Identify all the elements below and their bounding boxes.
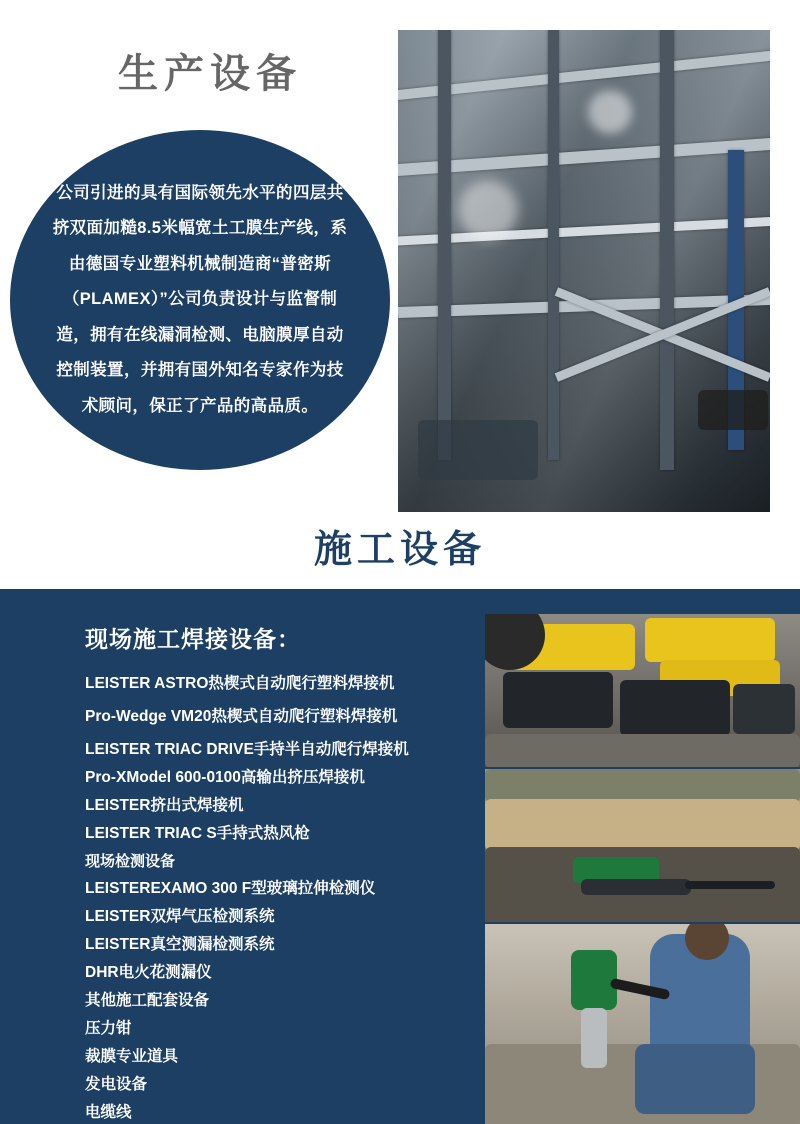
photo-welder-unit <box>645 618 775 662</box>
photo-light-glare <box>458 180 518 240</box>
field-welding-photo <box>485 769 800 922</box>
worker-extrusion-welder-photo <box>485 924 800 1124</box>
equipment-list-title: 现场施工焊接设备： <box>85 626 301 652</box>
photo-machinery <box>418 420 538 480</box>
list-item: LEISTER真空测漏检测系统 <box>85 936 275 954</box>
photo-worker-legs <box>635 1044 755 1114</box>
list-item: LEISTER TRIAC DRIVE手持半自动爬行焊接机 <box>85 741 409 759</box>
list-item: 压力钳 <box>85 1020 132 1038</box>
photo-ground <box>485 734 800 767</box>
photo-case <box>503 672 613 728</box>
list-item: LEISTER双焊气压检测系统 <box>85 908 275 926</box>
equipment-list <box>85 621 475 1124</box>
production-paragraph: 公司引进的具有国际领先水平的四层共挤双面加糙8.5米幅宽土工膜生产线，系由德国专业塑料机械制造商“普密斯（PLAMEX）”公司负责设计与监督制造，拥有在线漏洞检测、电脑膜厚自动控制装置，并拥有国外知名专家作为技术顾问，保正了产品的高品质。 <box>52 183 348 415</box>
photo-sand <box>485 799 800 851</box>
list-item: 电缆线 <box>85 1104 132 1122</box>
list-item: LEISTEREXAMO 300 F型玻璃拉伸检测仪 <box>85 880 376 898</box>
photo-extrusion-welder <box>571 950 617 1010</box>
photo-column <box>548 30 559 460</box>
list-item: Pro-XModel 600-0100高输出挤压焊接机 <box>85 769 365 787</box>
list-item: Pro-Wedge VM20热楔式自动爬行塑料焊接机 <box>85 708 398 726</box>
list-item: DHR电火花测漏仪 <box>85 964 212 982</box>
factory-interior-photo <box>398 30 770 512</box>
list-item: LEISTER TRIAC S手持式热风枪 <box>85 825 310 843</box>
photo-column <box>660 30 674 470</box>
photo-column <box>438 30 451 460</box>
photo-case <box>733 684 795 734</box>
list-item: 裁膜专业道具 <box>85 1048 179 1066</box>
list-item: 现场检测设备 <box>85 853 176 871</box>
photo-welder-nozzle <box>581 1008 607 1068</box>
list-item: LEISTER ASTRO热楔式自动爬行塑料焊接机 <box>85 675 395 692</box>
photo-welder-base <box>581 879 691 895</box>
photo-light-glare <box>588 90 632 134</box>
production-text-column <box>0 0 398 512</box>
construction-title: 施工设备 <box>313 529 486 571</box>
welding-machines-photo <box>485 614 800 767</box>
photo-horizon <box>485 769 800 803</box>
list-item: 发电设备 <box>85 1076 148 1094</box>
production-circle-callout <box>10 130 390 470</box>
photo-machinery <box>698 390 768 430</box>
list-item: LEISTER挤出式焊接机 <box>85 797 244 815</box>
list-item: 其他施工配套设备 <box>85 992 210 1010</box>
production-title: 生产设备 <box>118 52 302 96</box>
photo-case <box>620 680 730 736</box>
photo-cable <box>685 881 775 889</box>
